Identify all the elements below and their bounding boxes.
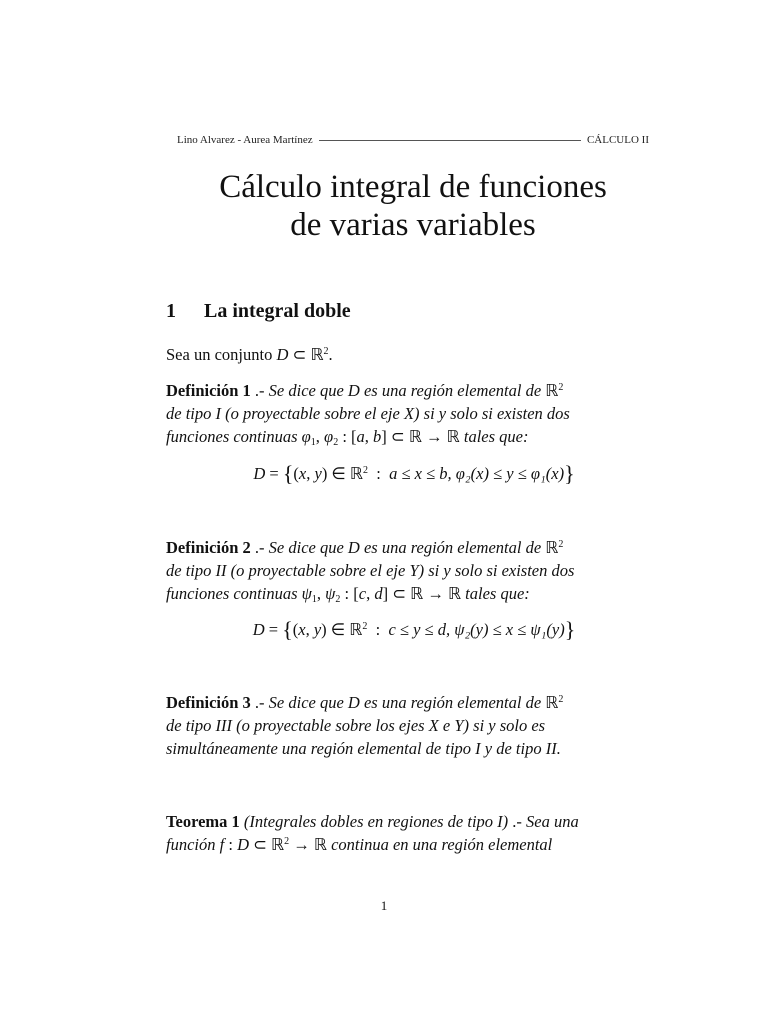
definition-2-label: Definición 2 <box>166 538 251 557</box>
definition-2-text-2: de tipo II (o proyectable sobre el eje Y) si y solo si existen dos <box>166 561 575 580</box>
header-rule <box>319 140 581 141</box>
page-number: 1 <box>380 898 388 913</box>
intro-text: Sea un conjunto <box>166 345 277 364</box>
definition-1-formula: D = {(x, y) ∈ ℝ$^2$ : a ≤ x ≤ b, φ₂(x) ≤ y ≤ φ₁(x)} <box>253 461 575 486</box>
definition-1-label: Definición 1 <box>166 381 251 400</box>
definition-2-text-3: funciones continuas <box>166 584 302 603</box>
definition-2: Definición 2 .- Se dice que D es una región elemental de ℝ$^2$ de tipo II (o proyectable sobre el eje Y) si y solo si existen dos funciones continuas $\psi_1$, $\psi_2$ : [c, d] ⊂ ℝ → ℝ tales que: <box>166 538 575 605</box>
definition-2-formula: D = {(x, y) ∈ ℝ$^2$ : c ≤ y ≤ d, ψ₂(y) ≤ x ≤ ψ₁(y)} <box>252 617 576 642</box>
definition-1-text-3: funciones continuas <box>166 427 302 446</box>
section-number: 1 <box>166 300 176 322</box>
theorem-1-note: (Integrales dobles en regiones de tipo I) <box>243 812 509 831</box>
section-heading <box>166 300 351 323</box>
header-authors: Lino Alvarez - Aurea Martínez <box>177 134 313 146</box>
running-header <box>177 134 649 146</box>
definition-3-text-2: de tipo III (o proyectable sobre los ejes X e Y) si y solo es <box>166 716 546 735</box>
definition-3-label: Definición 3 <box>166 693 251 712</box>
definition-2-text-1: Se dice que D es una región elemental de <box>268 538 546 557</box>
theorem-1-label: Teorema 1 <box>166 812 240 831</box>
theorem-1-text-2: función <box>166 835 220 854</box>
section-title: La integral doble <box>204 300 351 322</box>
title-line-2: de varias variables <box>290 207 536 243</box>
definition-1: Definición 1 .- Se dice que D es una región elemental de ℝ$^2$ de tipo I (o proyectable sobre el eje X) si y solo si existen dos funciones continuas $\varphi_1$, $\varphi_2$ : [a, b] ⊂ ℝ → ℝ tales que: <box>166 381 570 448</box>
definition-3-text-3: simultáneamente una región elemental de tipo I y de tipo II. <box>166 739 561 758</box>
title-line-1: Cálculo integral de funciones <box>219 169 607 205</box>
theorem-1: Teorema 1 (Integrales dobles en regiones de tipo I) .- Sea una función f : D ⊂ ℝ$^2$ → ℝ continua en una región elemental <box>166 812 579 854</box>
definition-1-text-2: de tipo I (o proyectable sobre el eje X) si y solo si existen dos <box>166 404 570 423</box>
intro-paragraph: Sea un conjunto D ⊂ ℝ$^2$. <box>166 345 333 364</box>
page-title <box>120 168 706 244</box>
definition-3: Definición 3 .- Se dice que D es una región elemental de ℝ$^2$ de tipo III (o proyectable sobre los ejes X e Y) si y solo es simultáneamente una región elemental de tipo I y de tipo II. <box>166 693 564 758</box>
definition-3-text-1: Se dice que D es una región elemental de <box>268 693 546 712</box>
header-course: CÁLCULO II <box>586 134 649 146</box>
definition-1-text-1: Se dice que D es una región elemental de <box>268 381 546 400</box>
